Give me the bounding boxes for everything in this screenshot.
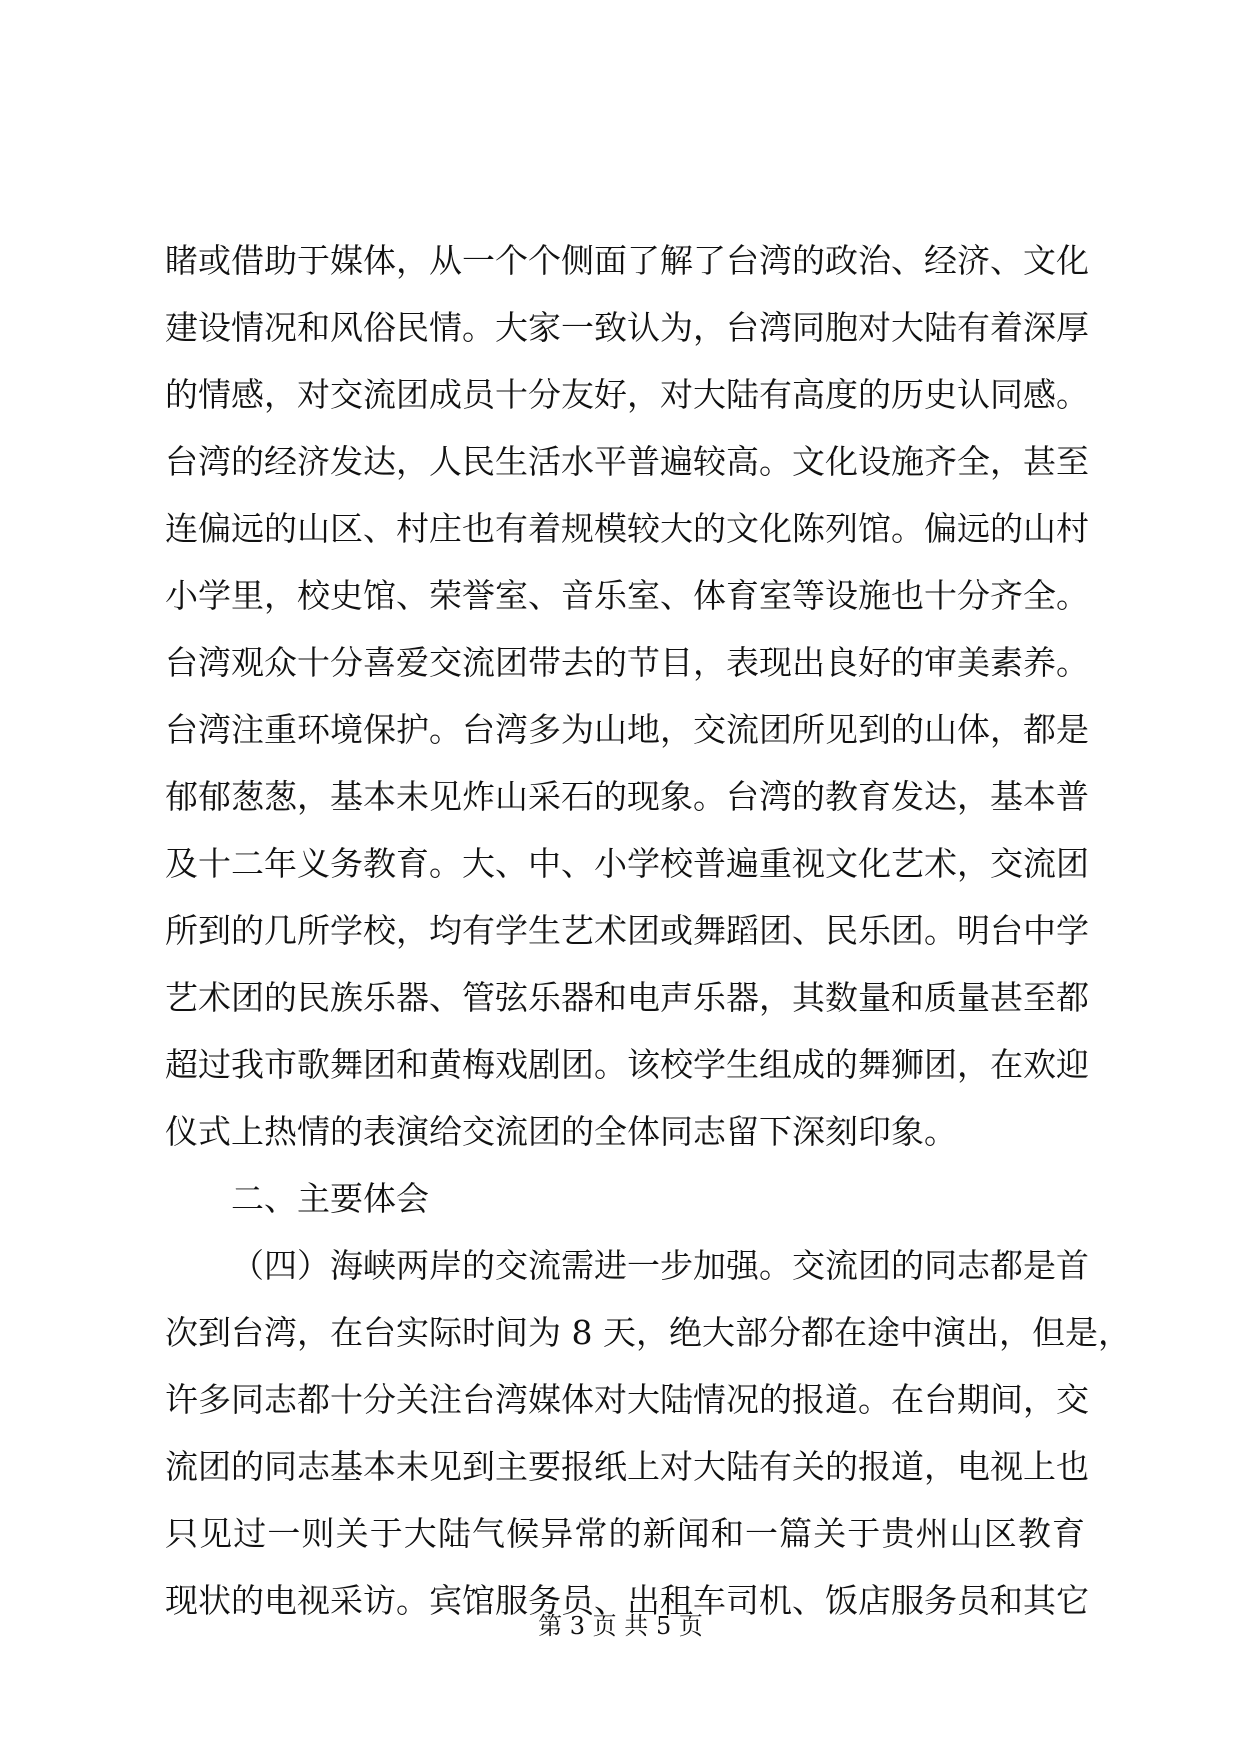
text-line: 台湾观众十分喜爱交流团带去的节目，表现出良好的审美素养。 xyxy=(165,643,1089,682)
text-line: 艺术团的民族乐器、管弦乐器和电声乐器，其数量和质量甚至都 xyxy=(165,978,1089,1017)
text-line: 小学里，校史馆、荣誉室、音乐室、体育室等设施也十分齐全。 xyxy=(165,576,1089,615)
text-line: 超过我市歌舞团和黄梅戏剧团。该校学生组成的舞狮团，在欢迎 xyxy=(165,1045,1089,1084)
text-line: 台湾的经济发达，人民生活水平普遍较高。文化设施齐全，甚至 xyxy=(165,442,1089,481)
text-line: 所到的几所学校，均有学生艺术团或舞蹈团、民乐团。明台中学 xyxy=(165,911,1089,950)
text-line: 的情感，对交流团成员十分友好，对大陆有高度的历史认同感。 xyxy=(165,375,1089,414)
text-line: 次到台湾，在台实际时间为 8 天，绝大部分都在途中演出，但是， xyxy=(165,1313,1131,1352)
text-line: 只见过一则关于大陆气候异常的新闻和一篇关于贵州山区教育 xyxy=(165,1514,1085,1553)
text-line: 连偏远的山区、村庄也有着规模较大的文化陈列馆。偏远的山村 xyxy=(165,509,1089,548)
text-line: 睹或借助于媒体，从一个个侧面了解了台湾的政治、经济、文化 xyxy=(165,241,1089,280)
page-number-footer: 第 3 页 共 5 页 xyxy=(538,1612,703,1640)
text-line: 仪式上热情的表演给交流团的全体同志留下深刻印象。 xyxy=(165,1112,957,1151)
body-text xyxy=(165,227,1131,1634)
text-line: 建设情况和风俗民情。大家一致认为，台湾同胞对大陆有着深厚 xyxy=(165,308,1089,347)
text-line: 现状的电视采访。宾馆服务员、出租车司机、饭店服务员和其它 xyxy=(165,1581,1089,1620)
text-line: 郁郁葱葱，基本未见炸山采石的现象。台湾的教育发达，基本普 xyxy=(165,777,1089,816)
text-line: （四）海峡两岸的交流需进一步加强。交流团的同志都是首 xyxy=(231,1246,1089,1285)
text-line: 流团的同志基本未见到主要报纸上对大陆有关的报道，电视上也 xyxy=(165,1447,1089,1486)
text-line: 许多同志都十分关注台湾媒体对大陆情况的报道。在台期间，交 xyxy=(165,1380,1089,1419)
text-line: 及十二年义务教育。大、中、小学校普遍重视文化艺术，交流团 xyxy=(165,844,1089,883)
text-line: 台湾注重环境保护。台湾多为山地，交流团所见到的山体，都是 xyxy=(165,710,1089,749)
section-heading: 二、主要体会 xyxy=(231,1179,429,1218)
